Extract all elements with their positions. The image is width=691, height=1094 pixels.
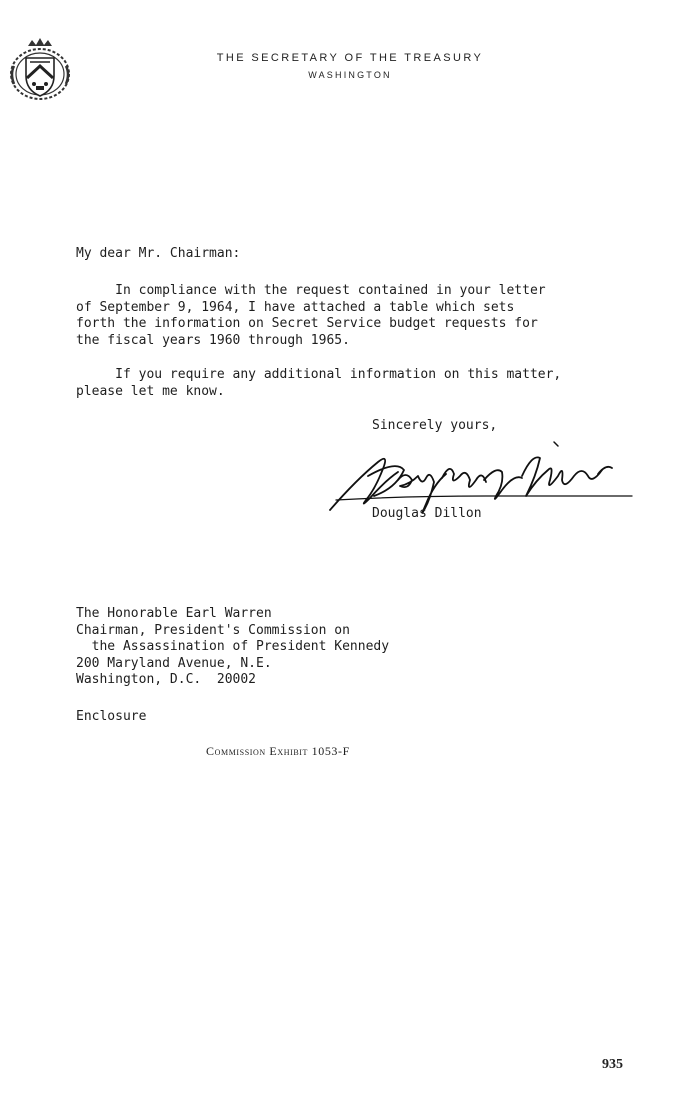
salutation: My dear Mr. Chairman:	[76, 246, 241, 261]
body-paragraph: In compliance with the request contained in your letter of September 9, 1964, I have attached a table which sets forth the information on Secret Service budget requests for the fiscal years 1960 through 1965.	[76, 283, 546, 348]
signer-name: Douglas Dillon	[372, 506, 482, 521]
letterhead-title: THE SECRETARY OF THE TREASURY	[216, 52, 484, 64]
recipient-address: The Honorable Earl Warren Chairman, President's Commission on the Assassination of President Kennedy 200 Maryland Avenue, N.E. Washington, D.C. 20002	[76, 606, 390, 688]
page-number: 935	[602, 1057, 623, 1072]
closing: Sincerely yours,	[372, 418, 498, 433]
exhibit-label: Commission Exhibit 1053-F	[206, 744, 350, 758]
body-paragraph: If you require any additional information on this matter, please let me know.	[76, 367, 562, 399]
enclosure-note: Enclosure	[76, 709, 147, 724]
letterhead-location: WASHINGTON	[308, 70, 392, 80]
handwritten-signature-icon	[326, 440, 638, 540]
treasury-seal-icon	[6, 36, 74, 102]
